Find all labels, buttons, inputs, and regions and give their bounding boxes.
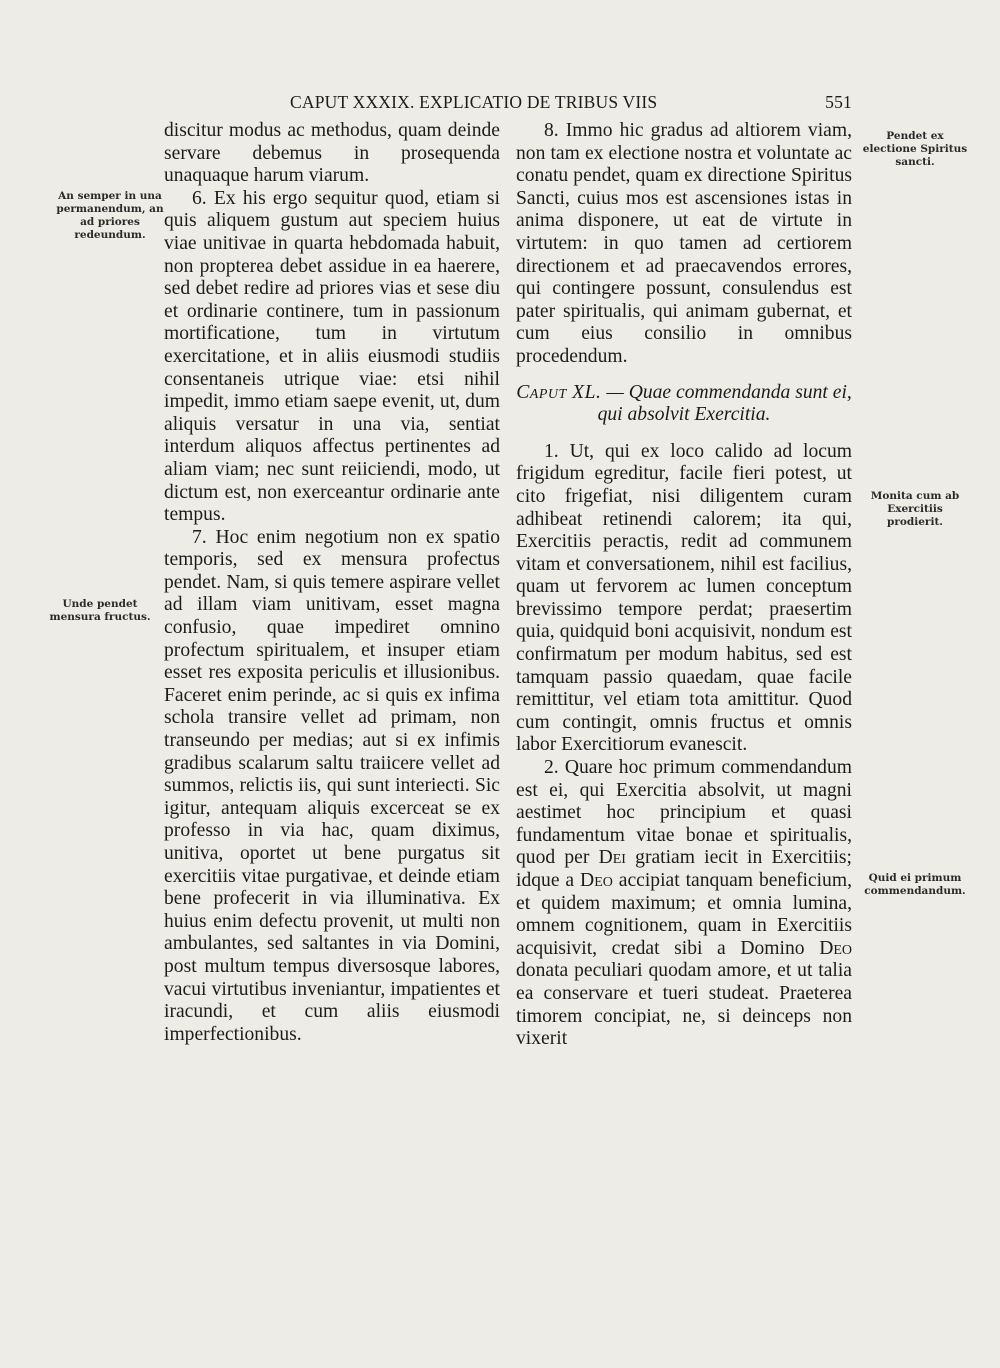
dei-smallcaps: Dei — [598, 847, 626, 869]
chapter-dash: — — [606, 381, 624, 403]
deo-smallcaps-1: Deo — [580, 870, 613, 891]
paragraph-2 — [516, 757, 852, 1051]
deo-smallcaps-2: Deo — [819, 937, 852, 959]
paragraph-2-part-a: 2. Quare hoc primum commendandum est ei, qui Exercitia absolvit, ut magni aestimet hoc principium et quasi fundamentum vitae bonae et spiritualis, quod per — [516, 757, 852, 869]
margin-note-right-3: Quid ei primum commendandum. — [864, 872, 966, 897]
right-text-column — [516, 120, 852, 1051]
chapter-label: Caput XL. — [516, 381, 602, 403]
margin-note-right-2: Monita cum ab Exercitiis prodierit. — [870, 490, 960, 528]
paragraph-2-part-b: gratiam iecit in Exercitiis; idque a — [516, 847, 853, 891]
paragraph-6: 6. Ex his ergo sequitur quod, etiam si quis aliquem gustum aut speciem huius viae unitivae in quarta hebdomada habuit, non propterea debet assidue in ea haerere, sed debet redire ad priores vias et sese diu et ordinarie continere, tum in passionum mortificatione, tum in virtutum exercitatione, et in aliis eiusmodi studiis consentaneis utrique viae: etsi nihil impedit, immo etiam saepe evenit, ut, dum aliquis versatur in una via, sentiat interdum aliquos affectus pertinentes ad aliam viam; nec sunt reiiciendi, modo, ut dictum est, non exerceantur ordinarie ante tempus. — [164, 187, 500, 526]
paragraph-1: 1. Ut, qui ex loco calido ad locum frigidum egreditur, facile fieri potest, ut cito frigefiat, nisi diligentem curam adhibeat retinendi calorem; ita qui, Exercitiis peractis, redit ad communem vitam et conversationem, nihil est facilius, quam ut fervorem ac lumen conceptum brevissimo tempore perdat; praesertim quia, quidquid boni acquisivit, nondum est confirmatum per modum habitus, sed est tamquam passio quaedam, quae facile remittitur, vel etiam tota amittitur. Quod cum contingit, omnis fructus et omnis labor Exercitiorum evanescit. — [516, 440, 852, 756]
left-text-column — [164, 120, 500, 1046]
running-title: CAPUT XXXIX. EXPLICATIO DE TRIBUS VIIS — [290, 92, 658, 112]
running-header — [290, 92, 852, 116]
margin-note-left-1: An semper in una permanendum, an ad priores redeundum. — [56, 190, 164, 241]
margin-note-right-1: Pendet ex electione Spiritus sancti. — [862, 130, 968, 168]
paragraph-7: 7. Hoc enim negotium non ex spatio temporis, sed ex mensura profectus pendet. Nam, si quis temere aspirare vellet ad illam viam unitivam, esset magna confusio, quae impediret omnino profectum spiritualem, et insuper etiam esset res exposita periculis et illusionibus. Faceret enim perinde, ac si quis ex infima schola transire vellet ad primam, non transeundo per medias; aut si ex infimis gradibus scalarum saltu traiicere vellet ad summos, relictis iis, qui sunt interiecti. Sic igitur, antequam aliquis excerceat se ex professo in via hac, quam diximus, unitiva, oportet ut bene purgatus sit exercitiis vitae purgativae, et deinde etiam bene profecerit in via illuminativa. Ex huius enim defectu provenit, ut multi non ambulantes, sed saltantes in via Domini, post multum tempus diversosque labores, vacui virtutibus inveniantur, impatientes et iracundi, et cum aliis eiusmodi imperfectionibus. — [164, 526, 500, 1045]
paragraph-8: 8. Immo hic gradus ad altiorem viam, non tam ex electione nostra et voluntate ac conatu pendet, quam ex directione Spiritus Sancti, cuius mos est ascensiones istas in anima disponere, ut eat de virtute in virtutem: in quo tamen ad certiorem directionem et ad praecavendos errores, qui contingere possunt, consulendus est pater spiritualis, qui animam gubernat, et cum eius consilio in omnibus procedendum. — [516, 120, 852, 367]
paragraph-2-part-d: donata peculiari quodam amore, et ut talia ea conservare et tueri studeat. Praeterea timorem concipiat, ne, si deinceps non vixerit — [516, 960, 852, 1050]
chapter-heading — [516, 382, 852, 427]
chapter-title: Quae commendanda sunt ei, qui absolvit Exercitia. — [597, 381, 852, 426]
paragraph-2-part-c: accipiat tanquam beneficium, et quidem maximum; et omnia lumina, omnem cognitionem, quam in Exercitiis acquisivit, credat sibi a Domino — [516, 870, 852, 959]
page-number: 551 — [825, 92, 852, 112]
margin-note-left-2: Unde pendet mensura fructus. — [49, 598, 151, 623]
paragraph-continuation: discitur modus ac methodus, quam deinde servare debemus in prosequenda unaquaque harum viarum. — [164, 120, 500, 187]
